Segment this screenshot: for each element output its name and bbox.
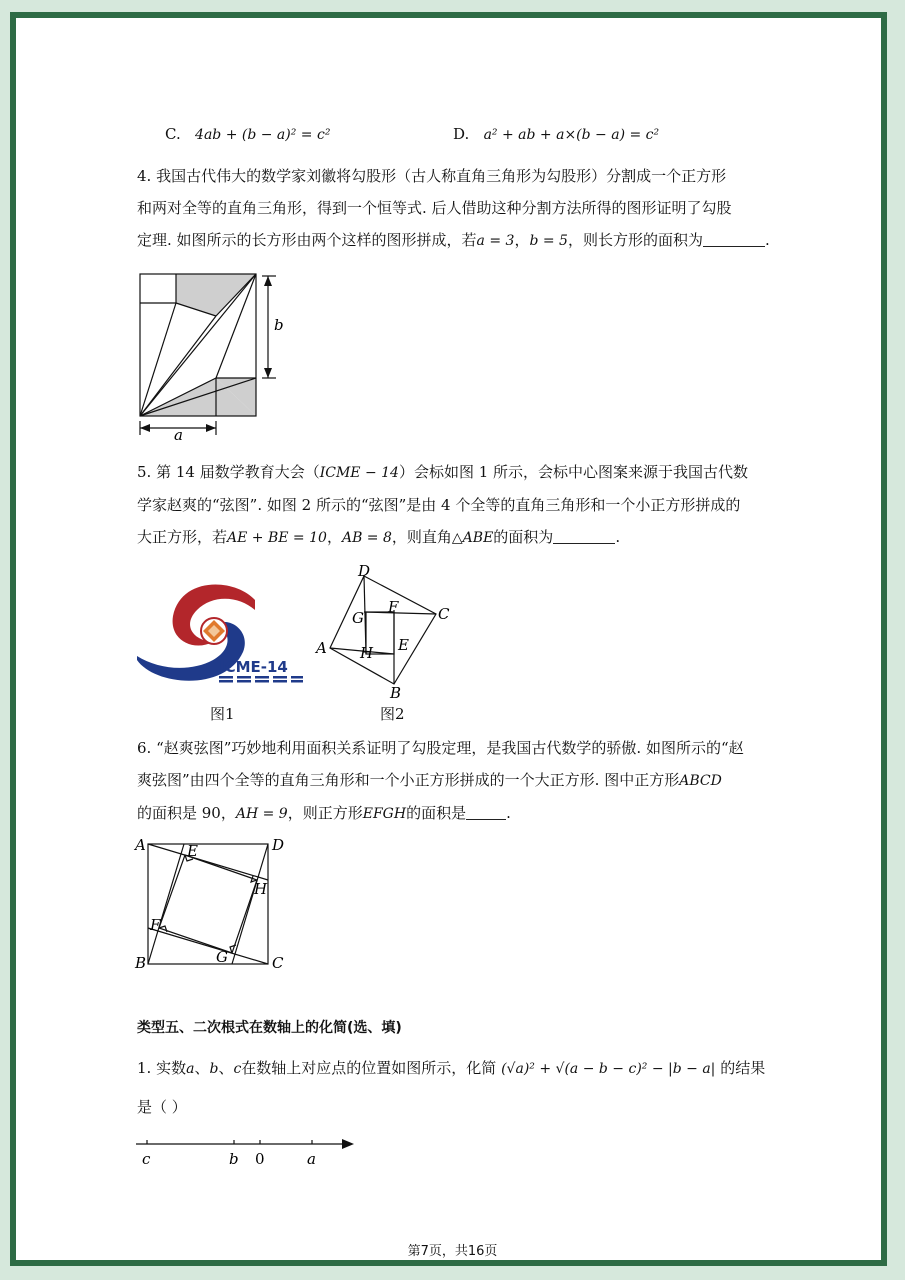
square-efgh	[159, 855, 257, 953]
q4-rectangle-figure	[130, 268, 300, 440]
logo-text: ICME-14	[219, 658, 288, 676]
q6-square-figure	[132, 834, 292, 974]
svg-text:E: E	[187, 842, 198, 860]
page-footer: 第7页，共16页	[407, 1244, 498, 1259]
svg-text:c: c	[142, 1150, 151, 1168]
xian-figure-2	[312, 560, 462, 700]
svg-text:A: A	[135, 836, 146, 854]
answer-blank	[553, 529, 615, 544]
question-4: 4. 我国古代伟大的数学家刘徽将勾股形（古人称直角三角形为勾股形）分割成一个正方形 和两对全等的直角三角形，得到一个恒等式. 后人借助这种分割方法所得的图形证明了勾股 定理. 如图所示的长方形由两个这样的图形拼成，若a = 3，b = 5，则长方形的面积为 .	[137, 167, 770, 249]
svg-text:G: G	[352, 609, 364, 627]
simplify-expression: (√a)² + √(a − b − c)² − |b − a|	[501, 1061, 716, 1077]
svg-text:0: 0	[255, 1150, 265, 1168]
svg-text:D: D	[272, 836, 285, 854]
svg-text:G: G	[216, 948, 228, 966]
svg-text:C: C	[272, 954, 284, 972]
option-d-formula: a² + ab + a×(b − a) = c²	[483, 127, 660, 143]
question-5: 5. 第 14 届数学教育大会（ICME − 14）会标如图 1 所示，会标中心图案来源于我国古代数 学家赵爽的“弦图”. 如图 2 所示的“弦图”是由 4 个全等的直角三角形和一个小正方形拼成的 大正方形，若AE + BE = 10，AB = 8，则直角△ABE的面积为 .	[137, 463, 749, 546]
svg-text:B: B	[390, 684, 402, 700]
svg-text:F: F	[150, 916, 161, 934]
figure-2-caption: 图2	[380, 705, 405, 723]
number-line	[132, 1130, 362, 1170]
svg-text:E: E	[398, 636, 409, 654]
section5-question-1: 1. 实数a、b、c在数轴上对应点的位置如图所示，化简 (√a)² + √(a − b − c)² − |b − a| 的结果 是（ ）	[137, 1059, 766, 1116]
option-c: C. 4ab + (b − a)² = c²	[165, 125, 331, 143]
svg-text:H: H	[254, 880, 268, 898]
svg-text:a: a	[307, 1150, 316, 1168]
icme-logo	[135, 580, 310, 692]
shaded-region-top	[176, 274, 256, 316]
svg-text:A: A	[316, 639, 327, 657]
svg-text:C: C	[438, 605, 450, 623]
svg-text:H: H	[360, 644, 374, 662]
option-d: D. a² + ab + a×(b − a) = c²	[453, 125, 660, 143]
answer-blank	[466, 805, 506, 820]
answer-blank	[703, 232, 765, 247]
label-b: b	[274, 316, 284, 334]
question-6: 6. “赵爽弦图”巧妙地利用面积关系证明了勾股定理，是我国古代数学的骄傲. 如图所示的“赵 爽弦图”由四个全等的直角三角形和一个小正方形拼成的一个大正方形. 图中正方形ABCD 的面积是 90，AH = 9，则正方形EFGH的面积是 .	[137, 739, 744, 822]
figure-1-caption: 图1	[210, 705, 235, 723]
label-a: a	[174, 426, 183, 440]
section-heading: 类型五、二次根式在数轴上的化简(选、填)	[137, 1020, 402, 1036]
svg-text:F: F	[388, 598, 399, 616]
svg-text:D: D	[358, 562, 371, 580]
svg-text:b: b	[229, 1150, 239, 1168]
svg-text:B: B	[135, 954, 147, 972]
option-c-formula: 4ab + (b − a)² = c²	[195, 127, 331, 143]
